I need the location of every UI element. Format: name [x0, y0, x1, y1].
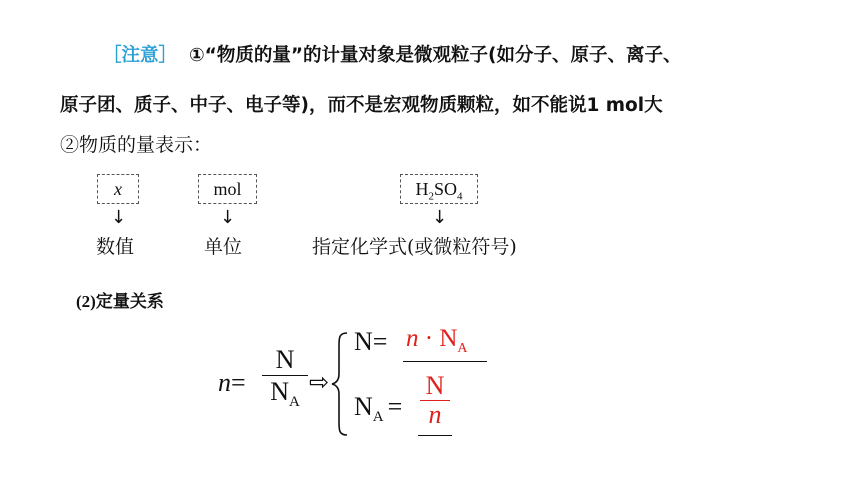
frac-den-n: N — [270, 377, 289, 406]
note-line-2: 原子团、质子、中子、电子等)，而不是宏观物质颗粒，如不能说1 mol大 — [60, 95, 663, 116]
row1-answer-dot: · — [424, 325, 434, 352]
formula-h: H — [415, 179, 429, 199]
frac-den-sub: A — [288, 394, 300, 411]
formula-n-symbol: n — [218, 368, 231, 397]
row1-answer — [406, 325, 468, 357]
left-brace-icon — [330, 330, 350, 438]
label-unit: 单位 — [204, 236, 243, 258]
formula-eq: = — [231, 368, 246, 397]
unit-box: mol — [198, 174, 257, 204]
row1-left: N= — [354, 327, 388, 356]
note-tag: ［注意］ — [103, 45, 178, 66]
row1-answer-blank — [403, 361, 487, 362]
arrow-down-icon: ↓ — [432, 207, 448, 228]
row2-fraction — [420, 372, 450, 429]
row2-left-N: N — [354, 392, 373, 421]
fraction-numerator: N — [275, 345, 295, 374]
note-line-1 — [103, 41, 681, 67]
row1-answer-n: n — [406, 325, 419, 352]
formula-box — [400, 174, 478, 204]
row2-denominator: n — [428, 400, 442, 429]
fraction-denominator — [262, 376, 308, 418]
arrow-down-icon: ↓ — [111, 207, 127, 228]
formula-n — [218, 368, 246, 398]
row2-left-sub: A — [372, 409, 384, 426]
section-title: (2)定量关系 — [76, 292, 164, 311]
row2-left — [354, 392, 402, 426]
row1-answer-sub: A — [457, 341, 468, 356]
fraction — [262, 345, 308, 418]
value-symbol: x — [114, 179, 122, 199]
label-value: 数值 — [96, 236, 135, 258]
formula-sub-4: 4 — [457, 190, 463, 203]
formula-sub-2: 2 — [428, 190, 434, 203]
formula-so: SO — [433, 179, 457, 199]
row2-numerator: N — [425, 371, 445, 400]
arrow-down-icon: ↓ — [220, 207, 236, 228]
row1-answer-N: N — [439, 325, 458, 352]
row2-eq: = — [387, 392, 403, 421]
label-formula: 指定化学式(或微粒符号) — [312, 236, 517, 258]
implies-arrow-icon: ⇨ — [309, 368, 330, 396]
note-line-3: ②物质的量表示： — [60, 134, 213, 156]
value-box — [97, 174, 139, 204]
note-line-1-text: ①“物质的量”的计量对象是微观粒子(如分子、原子、离子、 — [189, 45, 682, 66]
row2-answer-blank — [418, 435, 452, 436]
